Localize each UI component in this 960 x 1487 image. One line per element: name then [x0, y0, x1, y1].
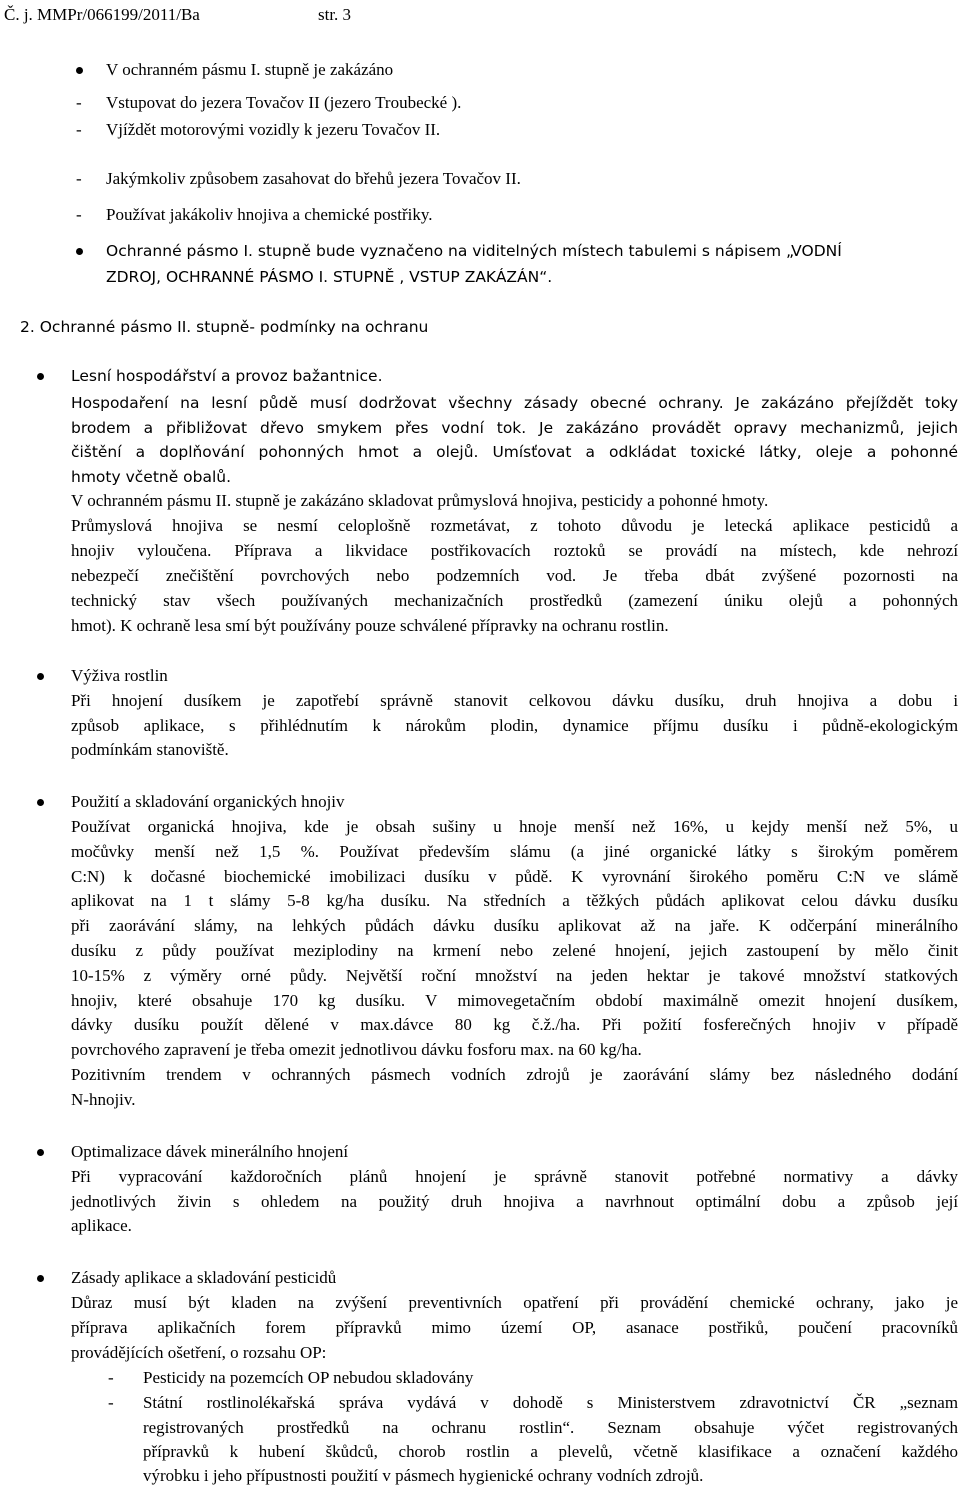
bullet-icon	[37, 1275, 44, 1282]
zone2-ban-line: V ochranném pásmu II. stupně je zakázáno skladovat průmyslová hnojiva, pesticidy a pohonné hmoty.	[71, 491, 769, 510]
bullet-icon	[37, 1149, 44, 1156]
nutrition-title: Výživa rostlin	[71, 666, 168, 685]
zone1-heading: V ochranném pásmu I. stupně je zakázáno	[106, 60, 394, 79]
organic-line: 10-15% z výměry orné půdy. Největší roční množství na jeden hektar je takové množství statkových	[71, 966, 959, 985]
organic-extra-line: N-hnojiv.	[71, 1090, 136, 1109]
mineral-line: aplikace.	[71, 1216, 132, 1235]
mineral-line: jednotlivých živin s ohledem na použitý druh hnojiva a navrhnout optimální dobu a způsob její	[71, 1192, 959, 1211]
zone2-ban-line: hnojiv vyloučena. Příprava a likvidace postřikovacích roztoků se provádí na místech, kde nehrozí	[71, 541, 959, 560]
zone1-item: Jakýmkoliv způsobem zasahovat do břehů jezera Tovačov II.	[106, 169, 521, 188]
pesticides-sub-line: přípravků k hubení škůdců, chorob rostlin a plevelů, včetně klasifikace a označení každého	[143, 1442, 959, 1461]
organic-line: při zaorávání slámy, na lehkých půdách dávku dusíku aplikovat až na jaře. K odčerpání minerálního	[71, 916, 959, 935]
nutrition-line: Při hnojení dusíkem je zapotřebí správně stanovit celkovou dávku dusíku, druh hnojiva a dobu i	[71, 691, 959, 710]
pesticides-line: Důraz musí být kladen na zvýšení preventivních opatření při provádění chemické ochrany, jako je	[71, 1293, 959, 1312]
zone2-ban-line: technický stav všech používaných mechanizačních prostředků (zamezení úniku olejů a pohonných	[71, 591, 959, 610]
mineral-title: Optimalizace dávek minerálního hnojení	[71, 1142, 349, 1161]
zone2-ban-line: nebezpečí znečištění povrchových nebo podzemních vod. Je třeba dbát zvýšené pozornosti na	[71, 566, 959, 585]
pesticides-line: příprava aplikačních forem přípravků mimo území OP, asanace postřiků, poučení pracovníků	[71, 1318, 959, 1337]
bullet-icon	[37, 673, 44, 680]
bullet-icon	[37, 373, 44, 380]
dash-icon: -	[76, 205, 82, 224]
organic-extra-line: Pozitivním trendem v ochranných pásmech vodních zdrojů je zaorávání slámy bez následného dodání	[71, 1065, 959, 1084]
organic-line: dusíku z půdy používat meziplodiny na krmení nebo zelené hnojení, jejich zastoupení by mělo činit	[71, 941, 959, 960]
zone2-ban-line: hmot). K ochraně lesa smí být používány pouze schválené přípravky na ochranu rostlin.	[71, 616, 669, 635]
zone1-item: Vstupovat do jezera Tovačov II (jezero Troubecké ).	[106, 93, 462, 112]
forestry-line: brodem a přibližovat dřevo smykem přes vodní tok. Je zakázáno provádět opravy mechanizmů, jejich	[71, 419, 959, 437]
pesticides-sub-line: Státní rostlinolékařská správa vydává v dohodě s Ministerstvem zdravotnictví ČR „seznam	[143, 1393, 959, 1412]
forestry-title: Lesní hospodářství a provoz bažantnice.	[71, 367, 383, 385]
pesticides-sub-line: výrobku i jeho přípustnosti použití v pásmech hygienické ochrany vodních zdrojů.	[143, 1466, 704, 1485]
pesticides-sub-line: registrovaných prostředků na ochranu rostlin“. Seznam obsahuje výčet registrovaných	[143, 1418, 959, 1437]
dash-icon: -	[108, 1393, 114, 1412]
dash-icon: -	[76, 93, 82, 112]
organic-line: Používat organická hnojiva, kde je obsah sušiny u hnoje menší než 16%, u kejdy menší než 5%, u	[71, 817, 959, 836]
forestry-line: Hospodaření na lesní půdě musí dodržovat všechny zásady obecné ochrany. Je zakázáno přejíždět toky	[71, 394, 959, 412]
organic-line: dávky dusíku použít dělené v max.dávce 80 kg č.ž./ha. Při požití fosferečných hnojiv v případě	[71, 1015, 959, 1034]
page-number: str. 3	[318, 5, 352, 24]
organic-line: hnojiv, které obsahuje 170 kg dusíku. V mimovegetačním období maximálně omezit hnojení dusíkem,	[71, 991, 959, 1010]
zone1-sign-line-1: Ochranné pásmo I. stupně bude vyznačeno na viditelných místech tabulemi s nápisem „VODNÍ	[106, 242, 842, 260]
pesticides-line: provádějících ošetření, o rozsahu OP:	[71, 1343, 327, 1362]
document-reference: Č. j. MMPr/066199/2011/Ba	[4, 5, 200, 24]
mineral-line: Při vypracování každoročních plánů hnojení je správně stanovit potřebné normativy a dávky	[71, 1167, 959, 1186]
dash-icon: -	[108, 1368, 114, 1387]
organic-title: Použití a skladování organických hnojiv	[71, 792, 345, 811]
zone1-sign-line-2: ZDROJ, OCHRANNÉ PÁSMO I. STUPNĚ , VSTUP ZAKÁZÁN“.	[106, 268, 553, 286]
zone1-item: Používat jakákoliv hnojiva a chemické postřiky.	[106, 205, 433, 224]
bullet-icon	[76, 248, 83, 255]
zone2-ban-line: Průmyslová hnojiva se nesmí celoplošně rozmetávat, z tohoto důvodu je letecká aplikace pesticidů a	[71, 516, 959, 535]
bullet-icon	[37, 799, 44, 806]
organic-line: aplikovat na 1 t slámy 5-8 kg/ha dusíku. Na středních a těžkých půdách aplikovat celou dávku dusíku	[71, 891, 959, 910]
pesticides-title: Zásady aplikace a skladování pesticidů	[71, 1268, 337, 1287]
nutrition-line: způsob aplikace, s přihlédnutím k nárokům plodin, dynamice příjmu dusíku i půdně-ekologickým	[71, 716, 959, 735]
organic-line: povrchového zapravení je třeba omezit jednotlivou dávku fosforu max. na 60 kg/ha.	[71, 1040, 642, 1059]
dash-icon: -	[76, 169, 82, 188]
bullet-icon	[76, 67, 83, 74]
organic-line: C:N) k dočasné biochemické imobilizaci dusíku v půdě. K vyrovnání širokého poměru C:N ve slámě	[71, 867, 959, 886]
forestry-line: čištění a doplňování pohonných hmot a olejů. Umísťovat a odkládat toxické látky, oleje a pohonné	[71, 443, 959, 461]
dash-icon: -	[76, 120, 82, 139]
organic-line: močůvky menší než 1,5 %. Používat především slámu (a jiné organické látky s širokým poměrem	[71, 842, 959, 861]
zone1-item: Vjíždět motorovými vozidly k jezeru Tovačov II.	[106, 120, 441, 139]
nutrition-line: podmínkám stanoviště.	[71, 740, 229, 759]
pesticides-sub-item: Pesticidy na pozemcích OP nebudou skladovány	[143, 1368, 474, 1387]
forestry-line: hmoty včetně obalů.	[71, 468, 232, 486]
zone2-heading: 2. Ochranné pásmo II. stupně- podmínky na ochranu	[20, 318, 429, 336]
